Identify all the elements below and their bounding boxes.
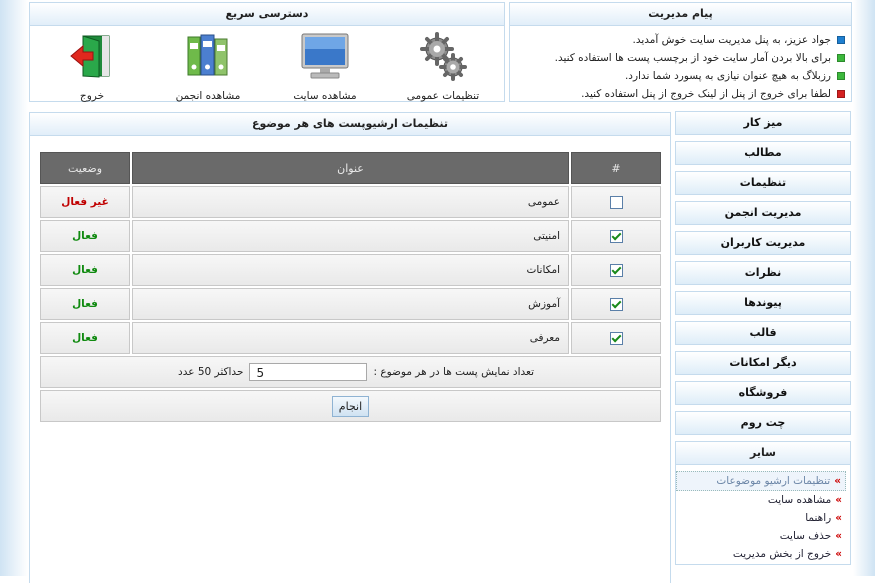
- double-arrow-icon: »: [835, 548, 842, 560]
- quick-exit[interactable]: [42, 30, 142, 102]
- sidebar-other-box: [675, 441, 851, 565]
- table-row: [40, 254, 661, 286]
- row-status: فعال: [40, 254, 130, 286]
- submit-row: [40, 390, 661, 422]
- categories-table: [38, 150, 663, 424]
- quick-access-title: دسترسی سریع: [30, 3, 504, 26]
- gears-icon: [419, 31, 467, 81]
- bullet-icon: [837, 54, 845, 62]
- header-check: #: [571, 152, 661, 184]
- quick-view-site-label: مشاهده سایت: [293, 90, 357, 102]
- quick-view-forum[interactable]: [158, 30, 258, 102]
- admin-message-list: [510, 26, 851, 103]
- header-title: عنوان: [132, 152, 569, 184]
- quick-exit-label: خروج: [79, 90, 105, 102]
- double-arrow-icon: »: [835, 530, 842, 542]
- link-exit-admin[interactable]: »خروج از بخش مدیریت: [732, 548, 842, 560]
- posts-count-input[interactable]: 5: [249, 363, 367, 381]
- double-arrow-icon: »: [834, 475, 841, 487]
- row-title: امنیتی: [132, 220, 569, 252]
- sidebar-other-title[interactable]: سایر: [676, 442, 850, 465]
- submit-button[interactable]: انجام: [332, 396, 369, 417]
- count-max-hint: حداکثر 50 عدد: [178, 366, 244, 378]
- row-checkbox[interactable]: [610, 196, 623, 209]
- admin-message-title: پیام مدیریت: [510, 3, 851, 26]
- sidebar-other-links: [676, 465, 850, 563]
- admin-message-item: جواد عزیز، به پنل مدیریت سایت خوش آمدید.: [510, 31, 845, 49]
- count-label: تعداد نمایش پست ها در هر موضوع :: [373, 366, 534, 378]
- admin-message-item: برای بالا بردن آمار سایت خود از برچسب پست ها استفاده کنید.: [510, 49, 845, 67]
- sidebar-other-features[interactable]: دیگر امکانات: [675, 351, 851, 375]
- table-header-row: [40, 152, 661, 184]
- sidebar-shop[interactable]: فروشگاه: [675, 381, 851, 405]
- table-row: [40, 288, 661, 320]
- double-arrow-icon: »: [835, 494, 842, 506]
- bullet-icon: [837, 72, 845, 80]
- quick-view-site[interactable]: [275, 30, 375, 102]
- table-row: [40, 220, 661, 252]
- sidebar-comments[interactable]: نظرات: [675, 261, 851, 285]
- table-row: [40, 322, 661, 354]
- link-view-site[interactable]: »مشاهده سایت: [767, 494, 842, 506]
- row-status: غیر فعال: [40, 186, 130, 218]
- sidebar-links[interactable]: پیوندها: [675, 291, 851, 315]
- link-delete-site[interactable]: »حذف سایت: [779, 530, 842, 542]
- quick-access-box: [29, 2, 505, 102]
- header-status: وضعیت: [40, 152, 130, 184]
- sidebar-posts[interactable]: مطالب: [675, 141, 851, 165]
- main-panel: [29, 112, 671, 583]
- sidebar-forum-management[interactable]: مدیریت انجمن: [675, 201, 851, 225]
- row-status: فعال: [40, 220, 130, 252]
- page-background-right: [853, 0, 875, 576]
- admin-message-item: رزبلاگ به هیچ عنوان نیازی به پسورد شما ندارد.: [510, 67, 845, 85]
- row-title: امکانات: [132, 254, 569, 286]
- admin-message-box: [509, 2, 852, 102]
- admin-message-item: لطفا برای خروج از پنل از لینک خروج از پنل استفاده کنید.: [510, 85, 845, 103]
- sidebar-dashboard[interactable]: میز کار: [675, 111, 851, 135]
- binders-icon: [186, 33, 230, 79]
- quick-general-settings[interactable]: [393, 30, 493, 102]
- row-title: آموزش: [132, 288, 569, 320]
- sidebar-user-management[interactable]: مدیریت کاربران: [675, 231, 851, 255]
- row-checkbox[interactable]: [610, 264, 623, 277]
- row-checkbox[interactable]: [610, 332, 623, 345]
- double-arrow-icon: »: [835, 512, 842, 524]
- page-title: تنظیمات ارشیوپست های هر موضوع: [30, 113, 670, 136]
- quick-general-settings-label: تنظیمات عمومی: [406, 90, 480, 102]
- page-background-left: [0, 0, 28, 576]
- link-help[interactable]: »راهنما: [805, 512, 842, 524]
- sidebar-settings[interactable]: تنظیمات: [675, 171, 851, 195]
- row-title: معرفی: [132, 322, 569, 354]
- exit-door-icon: [69, 33, 115, 79]
- bullet-icon: [837, 36, 845, 44]
- row-title: عمومی: [132, 186, 569, 218]
- row-checkbox[interactable]: [610, 230, 623, 243]
- link-category-archive-settings[interactable]: »تنظیمات ارشیو موضوعات: [676, 471, 846, 491]
- row-status: فعال: [40, 288, 130, 320]
- count-row: [40, 356, 661, 388]
- table-row: [40, 186, 661, 218]
- row-status: فعال: [40, 322, 130, 354]
- bullet-icon: [837, 90, 845, 98]
- quick-view-forum-label: مشاهده انجمن: [175, 90, 241, 102]
- sidebar-chat-room[interactable]: چت روم: [675, 411, 851, 435]
- monitor-icon: [300, 32, 350, 80]
- sidebar-template[interactable]: قالب: [675, 321, 851, 345]
- row-checkbox[interactable]: [610, 298, 623, 311]
